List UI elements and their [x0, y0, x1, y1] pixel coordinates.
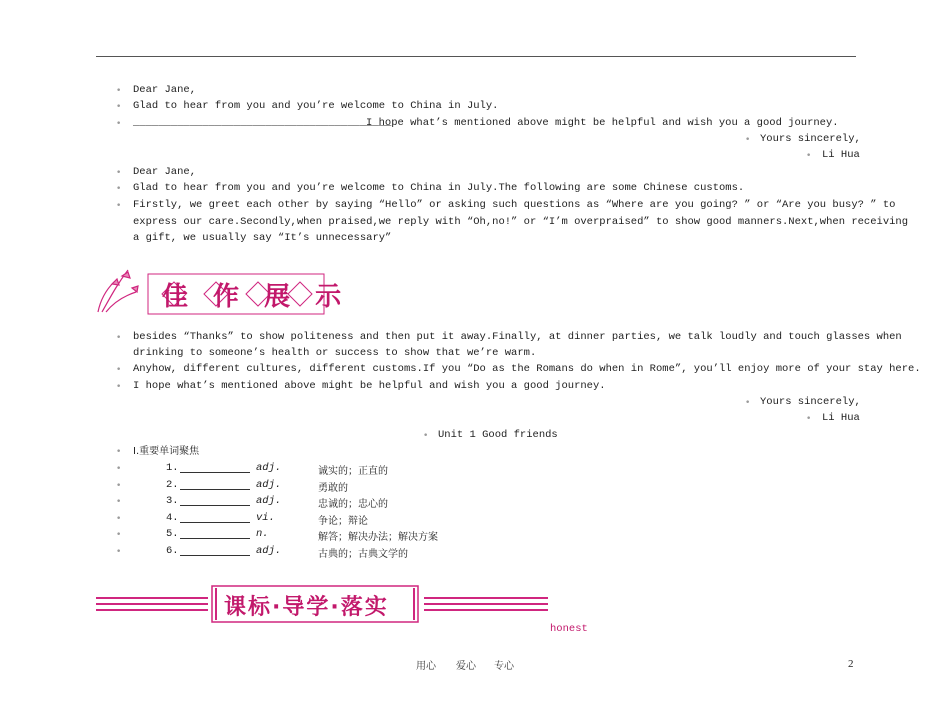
letter2-line1: Glad to hear from you and you’re welcome to China in July.The following are some Chinese customs.	[133, 182, 745, 194]
footer-item: 专心	[494, 661, 514, 672]
bullet: •	[116, 497, 122, 507]
letter2-cont-line2: drinking to someone’s health or success to show that we’re warm.	[133, 347, 537, 359]
vocab-pos: adj.	[256, 495, 282, 507]
page-number: 2	[848, 658, 854, 670]
bullet: •	[806, 414, 812, 424]
letter1-line2: I hope what’s mentioned above might be helpful and wish you a good journey.	[366, 117, 839, 129]
bullet: •	[116, 201, 122, 211]
vocab-pos: adj.	[256, 545, 282, 557]
vocab-number: 5.	[166, 528, 179, 540]
answer-blank	[180, 512, 250, 523]
footer-item: 用心	[416, 661, 436, 672]
letter2-signature: Li Hua	[822, 412, 860, 424]
header-rule	[96, 56, 856, 57]
banner-guide	[92, 582, 552, 626]
bullet: •	[116, 86, 122, 96]
letter2-cont-line1: besides “Thanks” to show politeness and then put it away.Finally, at dinner parties, we talk loudly and touch glasses when	[133, 331, 902, 343]
bullet: •	[116, 514, 122, 524]
bullet: •	[116, 102, 122, 112]
vocab-number: 3.	[166, 495, 179, 507]
bullet: •	[116, 447, 122, 457]
vocab-number: 1.	[166, 462, 179, 474]
vocab-pos: adj.	[256, 479, 282, 491]
letter1-greeting: Dear Jane,	[133, 84, 197, 96]
letter2-greeting: Dear Jane,	[133, 166, 197, 178]
letter2-cont-line4: I hope what’s mentioned above might be helpful and wish you a good journey.	[133, 380, 606, 392]
vocab-meaning: 诚实的；正直的	[318, 466, 388, 477]
vocab-meaning: 古典的；古典文学的	[318, 549, 408, 560]
letter1-line1: Glad to hear from you and you’re welcome to China in July.	[133, 100, 499, 112]
vocab-meaning: 勇敢的	[318, 483, 348, 494]
bullet: •	[116, 530, 122, 540]
bullet: •	[806, 151, 812, 161]
vocab-meaning: 忠诚的；忠心的	[318, 499, 388, 510]
bullet: •	[116, 184, 122, 194]
letter1-closing: Yours sincerely,	[760, 133, 861, 145]
answer-blank	[180, 528, 250, 539]
section-heading: Ⅰ.重要单词聚焦	[133, 446, 200, 457]
bullet: •	[116, 119, 122, 129]
vocab-number: 6.	[166, 545, 179, 557]
answer-blank	[180, 462, 250, 473]
bullet: •	[116, 333, 122, 343]
letter1-signature: Li Hua	[822, 149, 860, 161]
answer-blank	[180, 479, 250, 490]
banner-excellent-works	[92, 262, 350, 320]
bullet: •	[423, 431, 429, 441]
vocab-number: 4.	[166, 512, 179, 524]
vocab-meaning: 争论；辩论	[318, 516, 368, 527]
letter2-para1-line3: a gift, we usually say “It’s unnecessary”	[133, 232, 392, 244]
banner2-title: 课标·导学·落实	[224, 595, 389, 620]
vocab-pos: n.	[256, 528, 269, 540]
answer-blank	[180, 545, 250, 556]
letter2-closing: Yours sincerely,	[760, 396, 861, 408]
letter2-para1-line2: express our care.Secondly,when praised,we reply with “Oh,no!” or “I’m overpraised” to show good manners.Next,when receiving	[133, 216, 909, 228]
answer-text: honest	[550, 623, 588, 635]
bullet: •	[116, 547, 122, 557]
unit-title: Unit 1 Good friends	[438, 429, 558, 441]
vocab-pos: adj.	[256, 462, 282, 474]
answer-blank	[180, 495, 250, 506]
bullet: •	[116, 464, 122, 474]
bullet: •	[745, 135, 751, 145]
letter2-cont-line3: Anyhow, different cultures, different customs.If you “Do as the Romans do when in Rome”, you’ll enjoy more of your stay here.	[133, 363, 921, 375]
bullet: •	[116, 481, 122, 491]
letter2-para1-line1: Firstly, we greet each other by saying “Hello” or asking such questions as “Where are you going? ” or “Are you busy? ” to	[133, 199, 896, 211]
bullet: •	[745, 398, 751, 408]
banner1-title: 佳 作 展 示	[162, 282, 350, 312]
vocab-meaning: 解答；解决办法；解决方案	[318, 532, 438, 543]
bullet: •	[116, 382, 122, 392]
letter1-blank: _________________________________________	[133, 117, 392, 129]
bullet: •	[116, 365, 122, 375]
vocab-pos: vi.	[256, 512, 275, 524]
vocab-number: 2.	[166, 479, 179, 491]
footer-item: 爱心	[456, 661, 476, 672]
bullet: •	[116, 168, 122, 178]
